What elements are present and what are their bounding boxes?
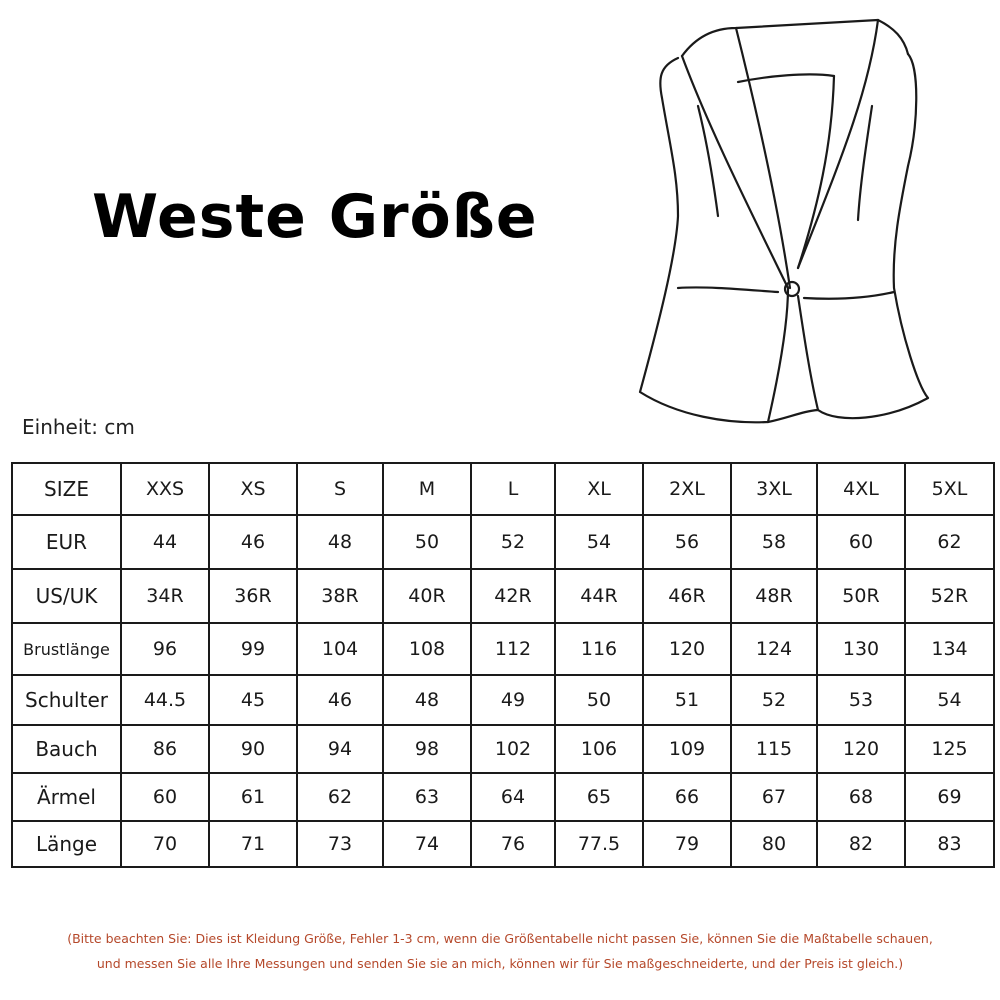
table-cell: 64 xyxy=(471,773,555,821)
table-cell: 74 xyxy=(383,821,471,867)
table-cell: 34R xyxy=(121,569,209,623)
table-row-eur xyxy=(12,515,994,569)
table-cell: 116 xyxy=(555,623,643,675)
table-cell: 120 xyxy=(817,725,905,773)
table-cell: 44R xyxy=(555,569,643,623)
table-cell: 48 xyxy=(383,675,471,725)
table-cell: 52R xyxy=(905,569,994,623)
table-cell: 77.5 xyxy=(555,821,643,867)
table-cell: 134 xyxy=(905,623,994,675)
table-cell: 54 xyxy=(555,515,643,569)
table-cell: 125 xyxy=(905,725,994,773)
table-cell: 50R xyxy=(817,569,905,623)
table-cell: 90 xyxy=(209,725,297,773)
table-cell: 48R xyxy=(731,569,817,623)
size-xxs: XXS xyxy=(121,463,209,515)
table-cell: 96 xyxy=(121,623,209,675)
table-row-brustlaenge xyxy=(12,623,994,675)
table-cell: 62 xyxy=(905,515,994,569)
table-cell: 50 xyxy=(555,675,643,725)
table-cell: 115 xyxy=(731,725,817,773)
row-label-us-uk: US/UK xyxy=(12,569,121,623)
table-cell: 94 xyxy=(297,725,383,773)
table-row-schulter xyxy=(12,675,994,725)
table-cell: 112 xyxy=(471,623,555,675)
table-cell: 106 xyxy=(555,725,643,773)
table-row-bauch xyxy=(12,725,994,773)
measurement-note xyxy=(20,926,980,976)
table-cell: 65 xyxy=(555,773,643,821)
table-row-size xyxy=(12,463,994,515)
table-row-us-uk xyxy=(12,569,994,623)
size-5xl: 5XL xyxy=(905,463,994,515)
table-cell: 69 xyxy=(905,773,994,821)
table-cell: 76 xyxy=(471,821,555,867)
size-3xl: 3XL xyxy=(731,463,817,515)
table-cell: 46 xyxy=(209,515,297,569)
table-cell: 40R xyxy=(383,569,471,623)
table-cell: 124 xyxy=(731,623,817,675)
row-label-aermel: Ärmel xyxy=(12,773,121,821)
table-cell: 52 xyxy=(731,675,817,725)
table-cell: 120 xyxy=(643,623,731,675)
table-cell: 83 xyxy=(905,821,994,867)
table-cell: 61 xyxy=(209,773,297,821)
table-cell: 82 xyxy=(817,821,905,867)
table-cell: 70 xyxy=(121,821,209,867)
table-cell: 109 xyxy=(643,725,731,773)
table-cell: 68 xyxy=(817,773,905,821)
table-cell: 53 xyxy=(817,675,905,725)
table-cell: 42R xyxy=(471,569,555,623)
table-cell: 38R xyxy=(297,569,383,623)
size-s: S xyxy=(297,463,383,515)
row-label-schulter: Schulter xyxy=(12,675,121,725)
table-cell: 44.5 xyxy=(121,675,209,725)
table-cell: 66 xyxy=(643,773,731,821)
table-cell: 67 xyxy=(731,773,817,821)
size-2xl: 2XL xyxy=(643,463,731,515)
size-xs: XS xyxy=(209,463,297,515)
table-cell: 60 xyxy=(121,773,209,821)
table-cell: 60 xyxy=(817,515,905,569)
size-xl: XL xyxy=(555,463,643,515)
table-cell: 52 xyxy=(471,515,555,569)
table-cell: 46 xyxy=(297,675,383,725)
note-line-1: (Bitte beachten Sie: Dies ist Kleidung Größe, Fehler 1-3 cm, wenn die Größentabelle nicht passen Sie, können Sie die Maßtabelle schauen, xyxy=(67,931,933,946)
row-label-brustlaenge: Brustlänge xyxy=(12,623,121,675)
unit-label: Einheit: cm xyxy=(22,415,135,439)
size-4xl: 4XL xyxy=(817,463,905,515)
table-cell: 130 xyxy=(817,623,905,675)
row-label-size: SIZE xyxy=(12,463,121,515)
table-row-laenge xyxy=(12,821,994,867)
table-cell: 102 xyxy=(471,725,555,773)
table-cell: 36R xyxy=(209,569,297,623)
table-cell: 62 xyxy=(297,773,383,821)
table-cell: 46R xyxy=(643,569,731,623)
row-label-eur: EUR xyxy=(12,515,121,569)
table-cell: 99 xyxy=(209,623,297,675)
table-cell: 86 xyxy=(121,725,209,773)
table-cell: 104 xyxy=(297,623,383,675)
size-l: L xyxy=(471,463,555,515)
table-cell: 73 xyxy=(297,821,383,867)
table-cell: 80 xyxy=(731,821,817,867)
table-cell: 63 xyxy=(383,773,471,821)
table-cell: 71 xyxy=(209,821,297,867)
table-cell: 51 xyxy=(643,675,731,725)
row-label-bauch: Bauch xyxy=(12,725,121,773)
table-cell: 44 xyxy=(121,515,209,569)
table-cell: 54 xyxy=(905,675,994,725)
table-cell: 48 xyxy=(297,515,383,569)
table-cell: 49 xyxy=(471,675,555,725)
table-cell: 79 xyxy=(643,821,731,867)
table-cell: 50 xyxy=(383,515,471,569)
size-m: M xyxy=(383,463,471,515)
table-cell: 56 xyxy=(643,515,731,569)
table-cell: 108 xyxy=(383,623,471,675)
note-line-2: und messen Sie alle Ihre Messungen und senden Sie sie an mich, können wir für Sie maßgeschneiderte, und der Preis ist gleich.) xyxy=(96,956,904,971)
size-table xyxy=(11,462,995,868)
vest-illustration xyxy=(618,6,948,438)
table-cell: 98 xyxy=(383,725,471,773)
row-label-laenge: Länge xyxy=(12,821,121,867)
table-row-aermel xyxy=(12,773,994,821)
table-cell: 58 xyxy=(731,515,817,569)
table-cell: 45 xyxy=(209,675,297,725)
page-title: Weste Größe xyxy=(92,182,538,252)
